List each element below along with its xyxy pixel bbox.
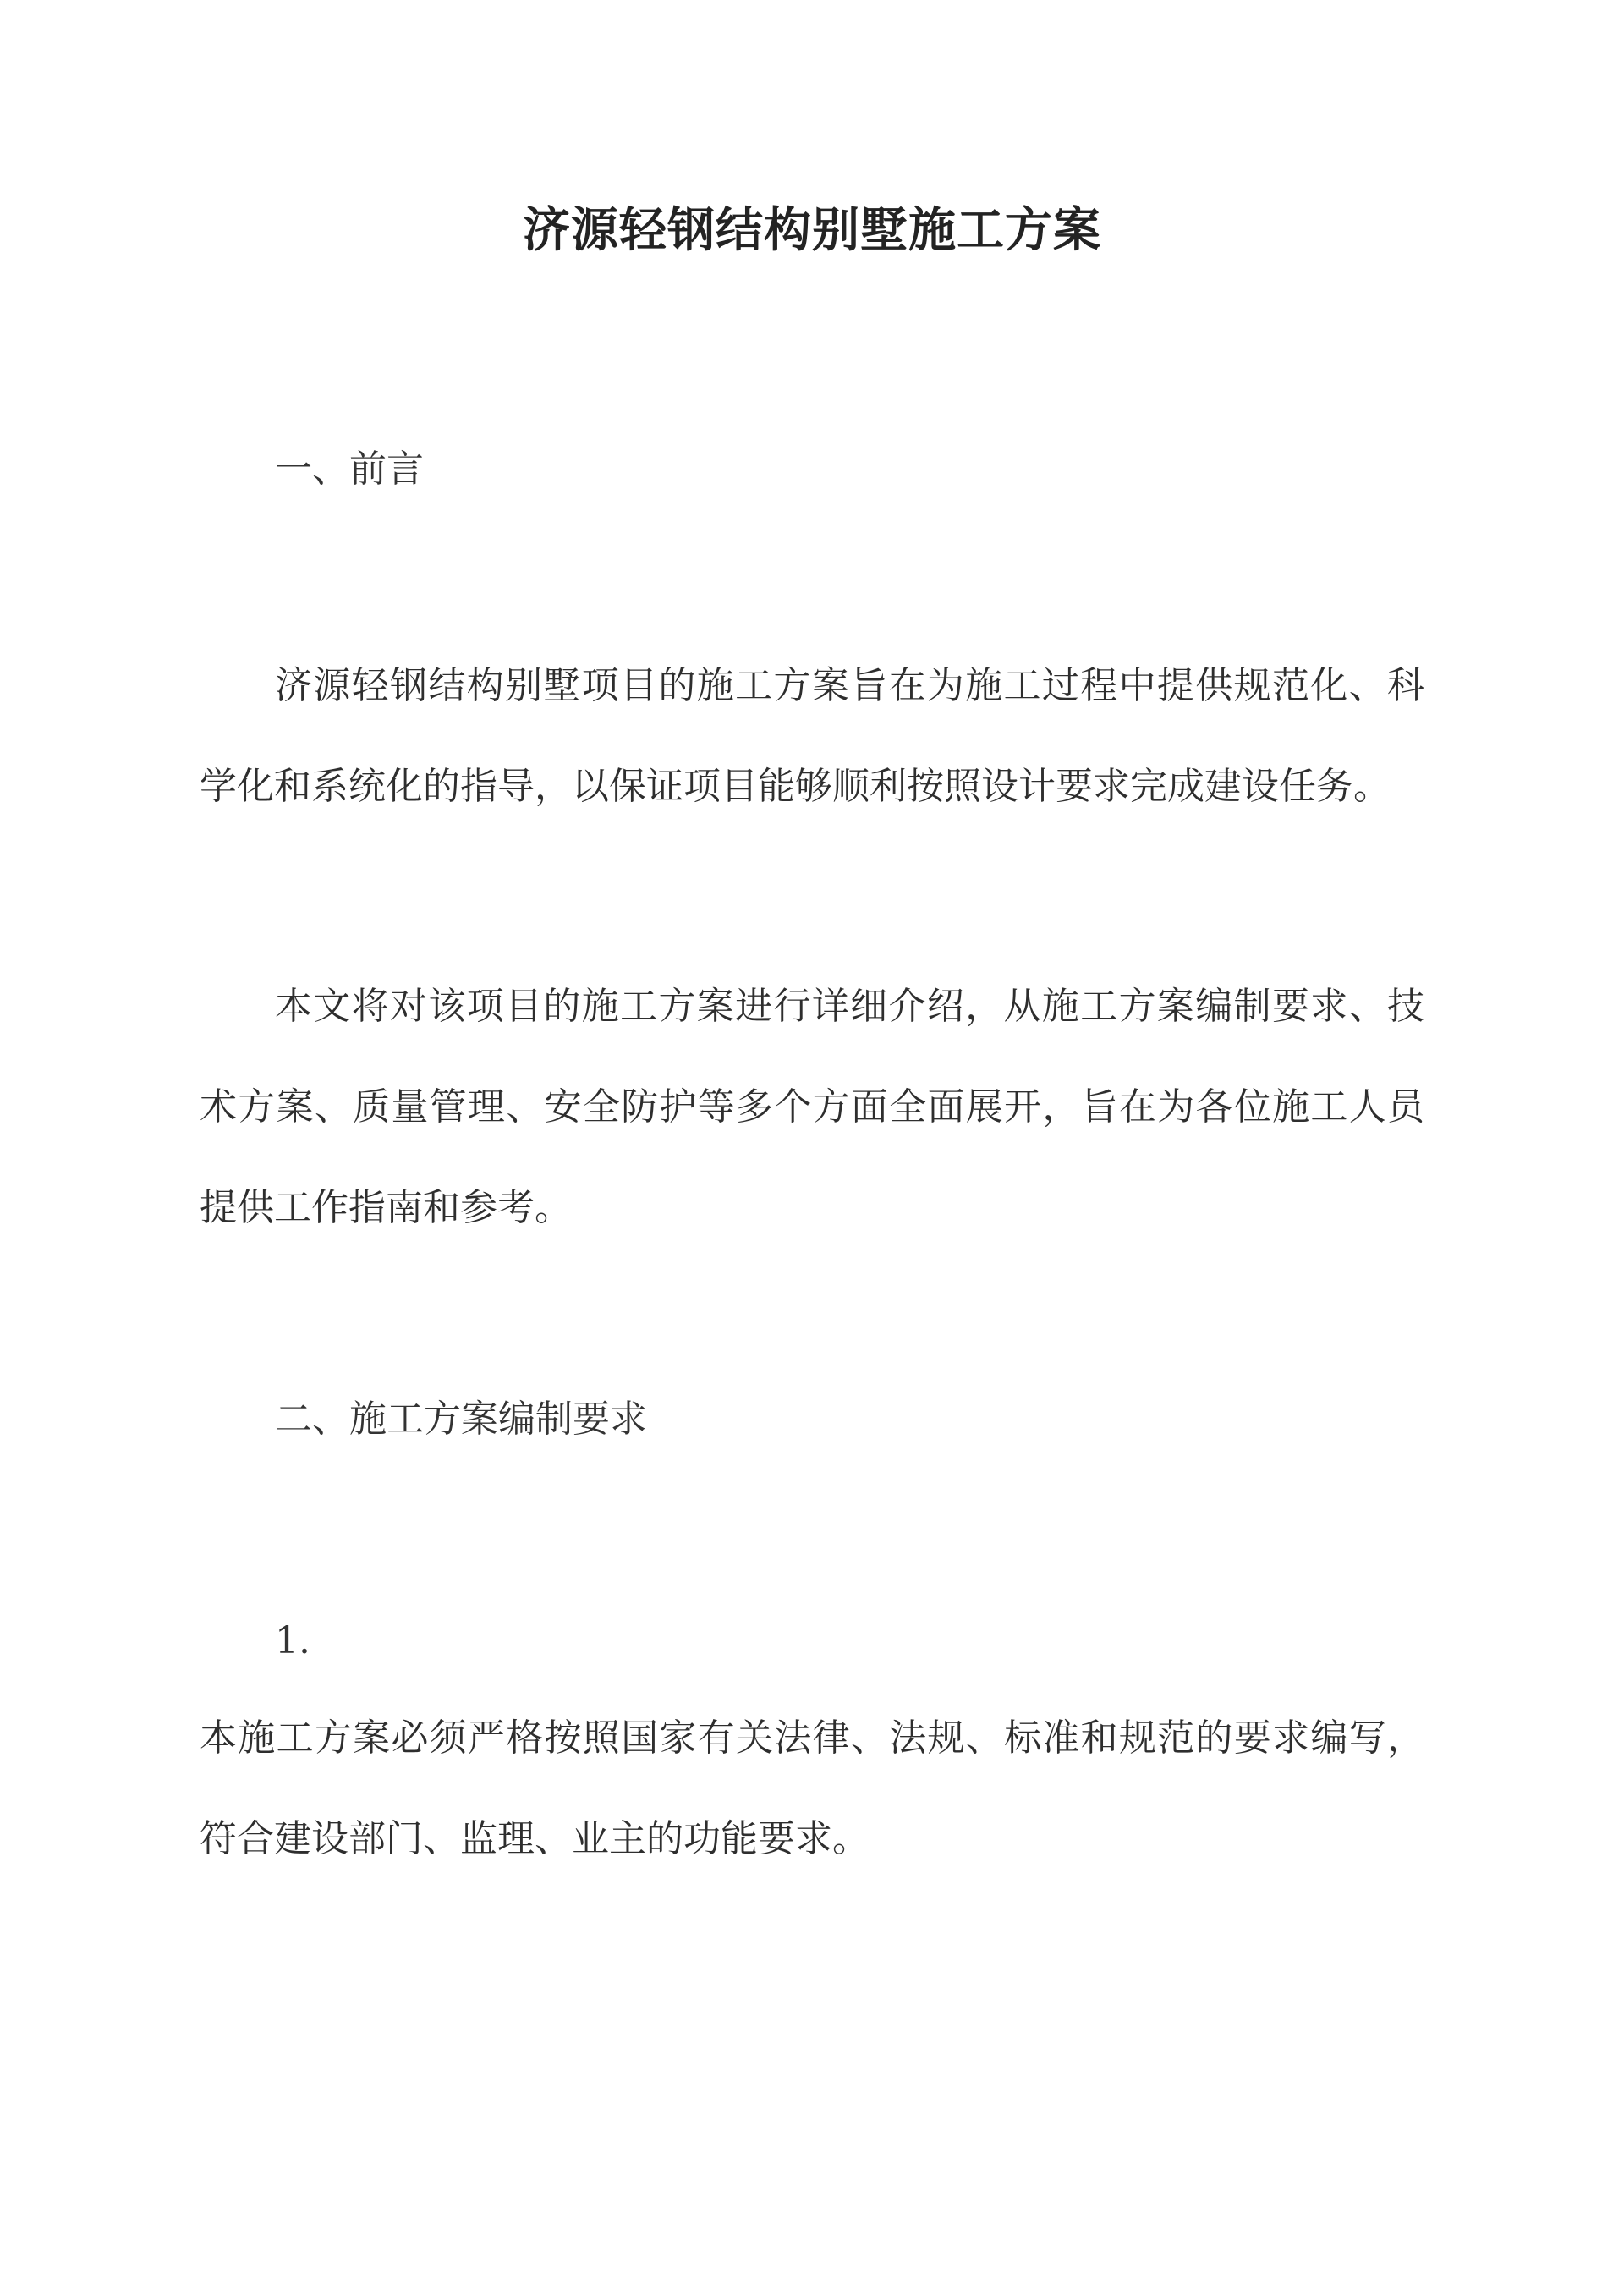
section-heading-preface: 一、前言 — [275, 448, 424, 491]
document-title: 济源轻钢结构别墅施工方案 — [523, 202, 1101, 258]
list-item-number: 1. — [275, 1619, 310, 1662]
requirement-paragraph-1: 本施工方案必须严格按照国家有关法律、法规、标准和规范的要求编写，符合建设部门、监理、业主的功能要求。 — [200, 1717, 1424, 1860]
preface-paragraph-1: 济源轻钢结构别墅项目的施工方案旨在为施工过程中提供规范化、科学化和系统化的指导，以保证项目能够顺利按照设计要求完成建设任务。 — [200, 664, 1424, 808]
section-heading-requirements: 二、施工方案编制要求 — [275, 1398, 647, 1441]
preface-paragraph-2: 本文将对该项目的施工方案进行详细介绍，从施工方案编制要求、技术方案、质量管理、安全防护等多个方面全面展开，旨在为各位施工人员提供工作指南和参考。 — [200, 985, 1424, 1229]
